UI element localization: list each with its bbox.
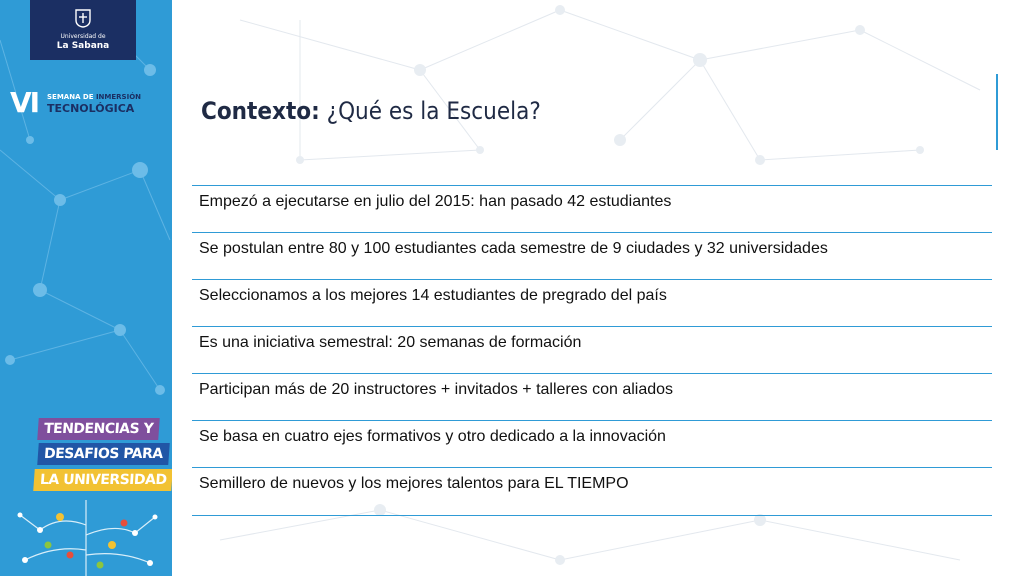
university-logo[interactable] <box>30 0 136 60</box>
list-item: Empezó a ejecutarse en julio del 2015: han pasado 42 estudiantes <box>192 185 992 232</box>
list-item: Se postulan entre 80 y 100 estudiantes cada semestre de 9 ciudades y 32 universidades <box>192 232 992 279</box>
list-item: Participan más de 20 instructores + invitados + talleres con aliados <box>192 373 992 420</box>
list-item: Semillero de nuevos y los mejores talentos para EL TIEMPO <box>192 467 992 516</box>
university-crest-icon <box>75 9 91 28</box>
event-name-line2: TECNOLÓGICA <box>47 102 135 115</box>
theme-line-2: DESAFIOS PARA <box>37 443 169 465</box>
list-item: Es una iniciativa semestral: 20 semanas de formación <box>192 326 992 373</box>
event-badge <box>10 88 160 124</box>
list-item: Seleccionamos a los mejores 14 estudiantes de pregrado del país <box>192 279 992 326</box>
event-name-part-b: INMERSIÓN <box>95 93 142 101</box>
slide-title-label: Contexto: <box>201 97 320 125</box>
context-list <box>192 185 992 516</box>
sidebar-panel <box>0 0 172 576</box>
university-name-line2: La Sabana <box>56 41 110 51</box>
theme-line-1: TENDENCIAS Y <box>37 418 160 440</box>
event-name-line1 <box>47 93 141 101</box>
theme-line-3: LA UNIVERSIDAD <box>33 469 172 491</box>
title-accent-bar <box>996 74 998 150</box>
slide-title-text: ¿Qué es la Escuela? <box>319 97 541 125</box>
university-name-line1: Universidad de <box>60 33 106 40</box>
slide-title <box>201 94 541 128</box>
list-item: Se basa en cuatro ejes formativos y otro dedicado a la innovación <box>192 420 992 467</box>
event-name-part-a: SEMANA DE <box>47 93 96 101</box>
event-edition: VI <box>10 86 39 119</box>
